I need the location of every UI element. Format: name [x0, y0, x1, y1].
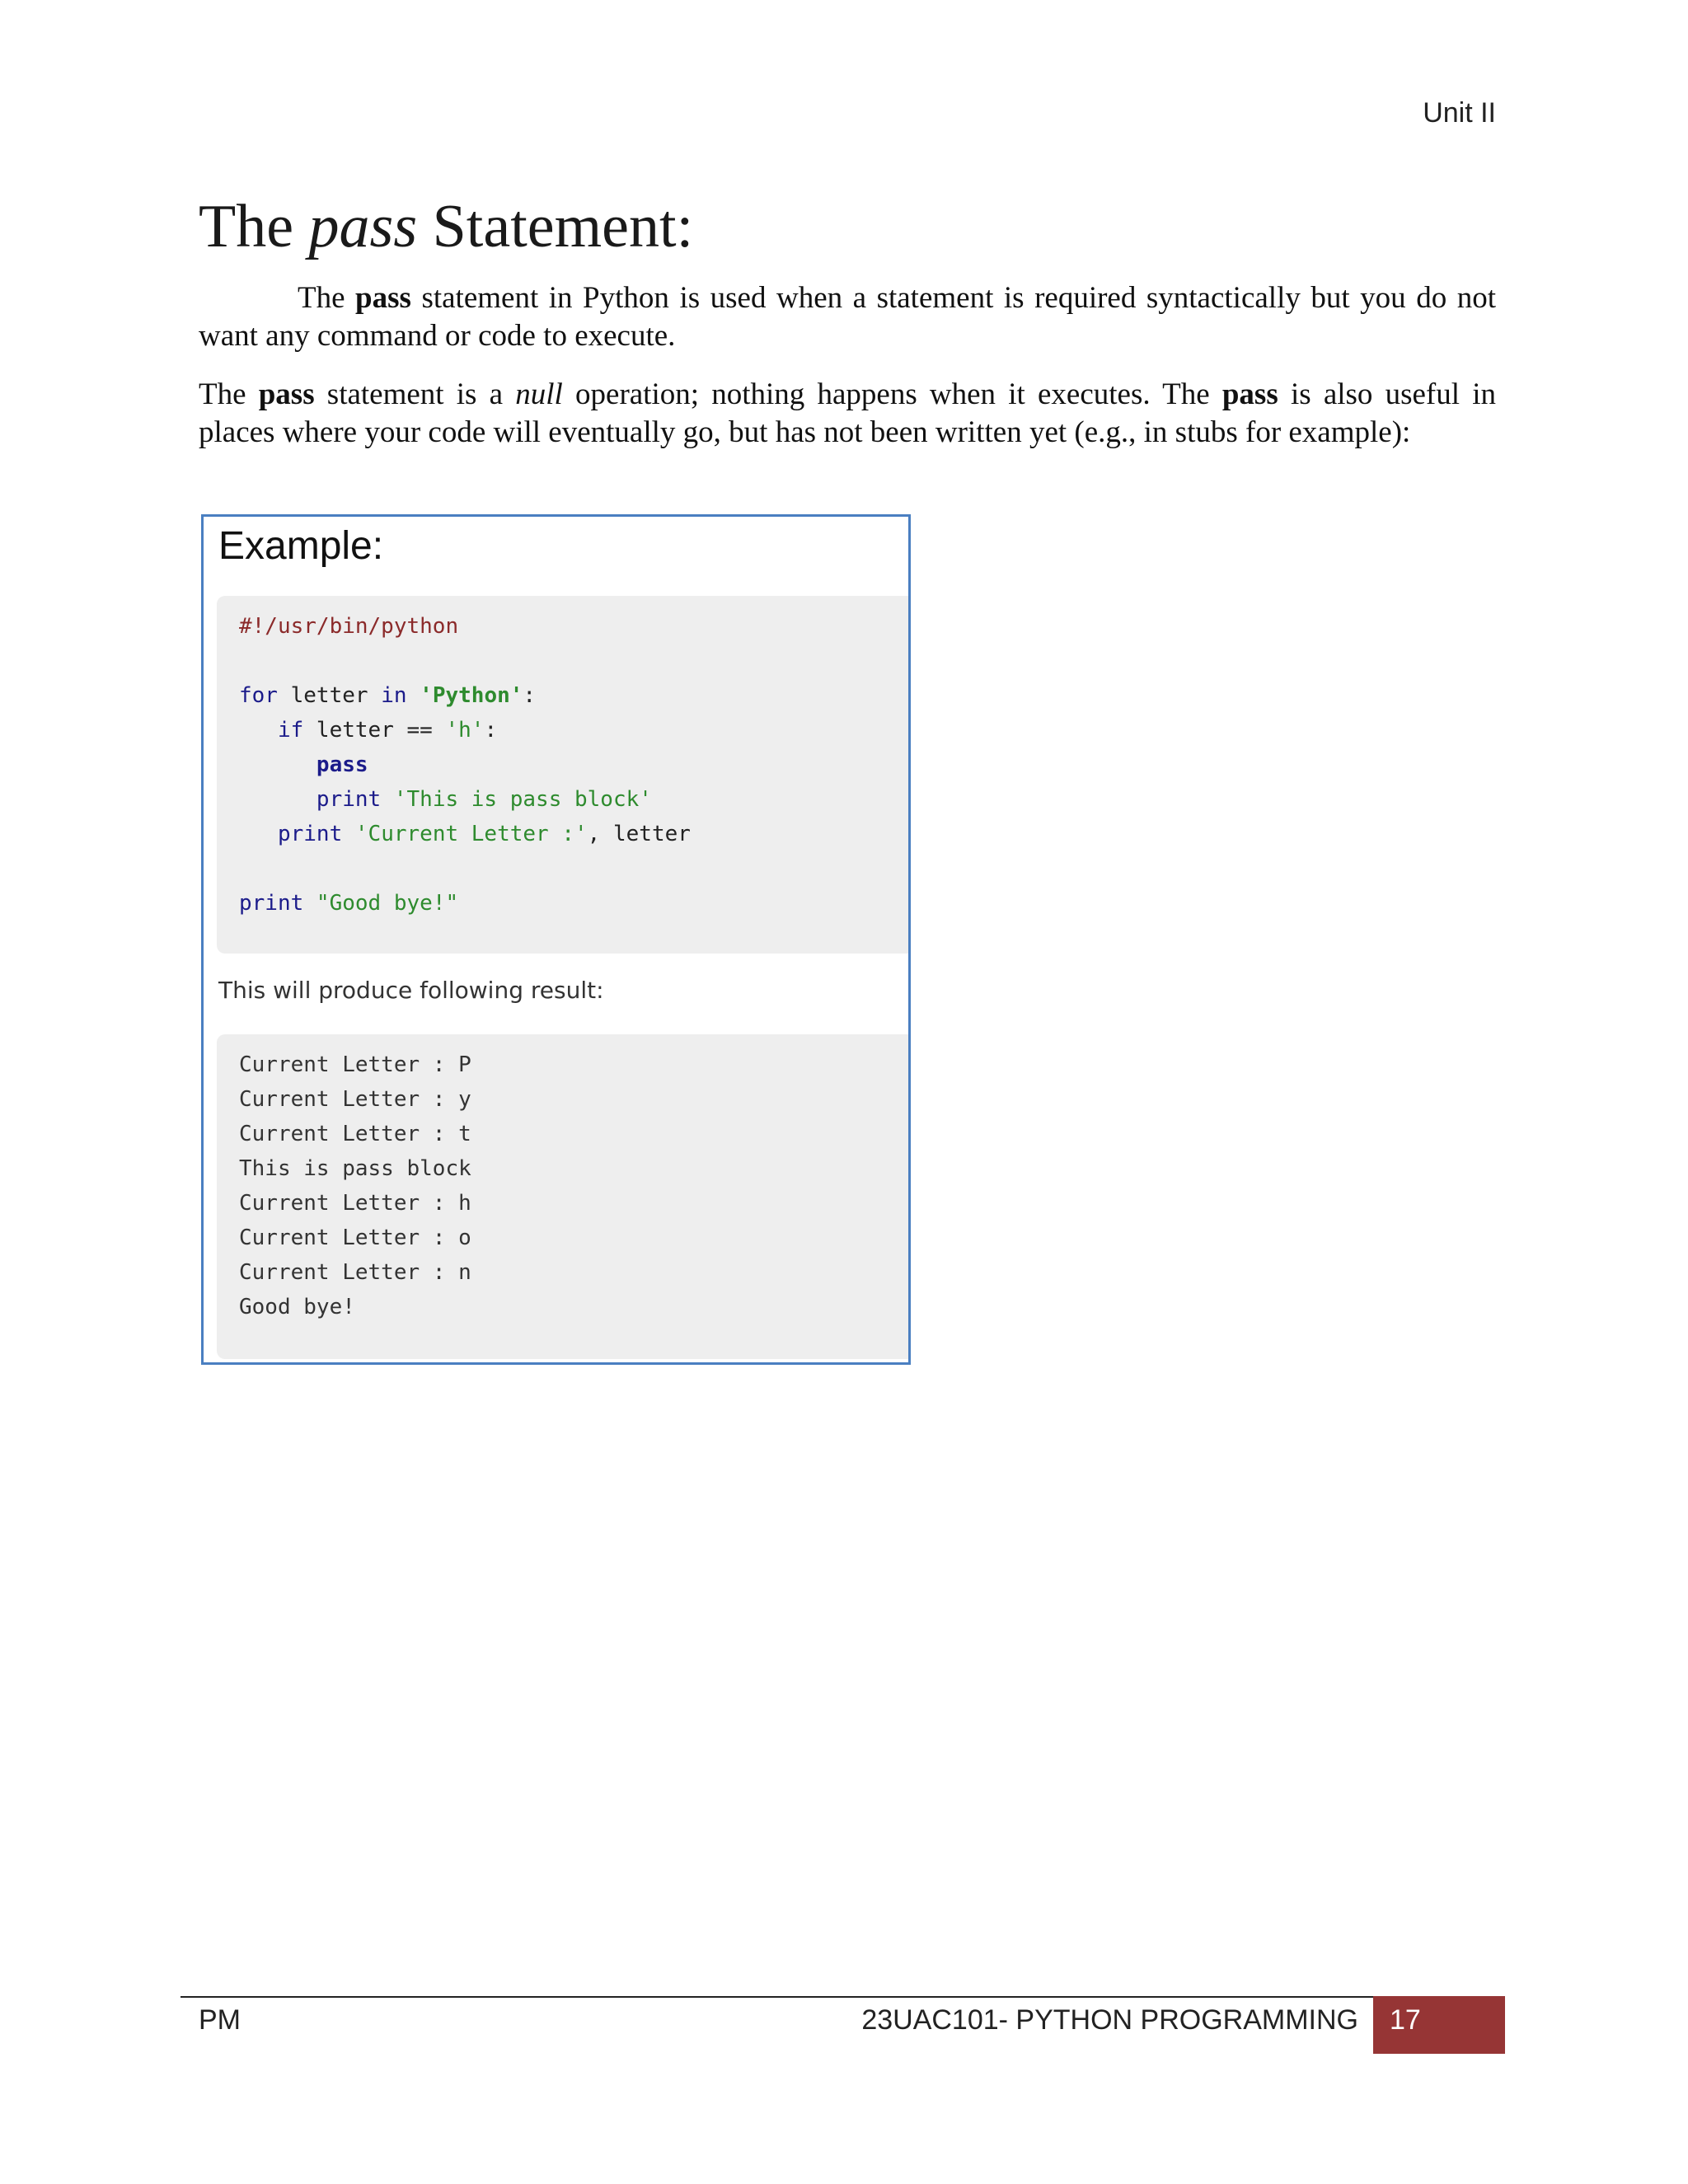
- kw-in: in: [381, 683, 407, 708]
- kw-print: print: [277, 822, 343, 846]
- header-unit-label: Unit II: [1423, 97, 1496, 129]
- kw-print: print: [239, 891, 304, 916]
- code-line-print-current-letter: [239, 817, 691, 851]
- result-label: This will produce following result:: [218, 977, 604, 1004]
- para2-text-1: The: [199, 377, 259, 411]
- str-h: 'h': [445, 718, 485, 743]
- str-python: 'Python': [420, 683, 523, 708]
- kw-pass: pass: [316, 752, 368, 777]
- colon: :: [523, 683, 537, 708]
- page-title: [199, 193, 694, 260]
- para2-text-4: is also useful in places where your code will eventually go, but has not been written yet (e.g., in stubs for example):: [199, 377, 1497, 449]
- source-code-block: [217, 596, 911, 954]
- shebang-comment: #!/usr/bin/python: [239, 614, 459, 639]
- example-heading: Example:: [218, 524, 384, 568]
- code-line-for: [239, 678, 536, 713]
- output-line: Good bye!: [239, 1295, 355, 1319]
- para2-bold-pass-2: pass: [1221, 377, 1278, 411]
- code-line-if: [239, 713, 497, 748]
- intro-paragraph: [199, 279, 1496, 355]
- page-number-badge: [1373, 1996, 1505, 2054]
- output-line: Current Letter : o: [239, 1226, 471, 1250]
- print-args: , letter: [587, 822, 691, 846]
- footer-course-title: 23UAC101- PYTHON PROGRAMMING: [861, 2004, 1358, 2036]
- title-italic: pass: [308, 193, 418, 260]
- footer-author-initials: PM: [199, 2004, 241, 2036]
- output-block: [217, 1034, 911, 1359]
- code-line-pass: [239, 748, 368, 782]
- indent: [239, 718, 278, 743]
- indent: [239, 752, 316, 777]
- code-line-print-pass-block: [239, 782, 652, 817]
- colon: :: [484, 718, 498, 743]
- title-post: Statement:: [417, 193, 694, 260]
- indent: [239, 787, 316, 812]
- output-line: Current Letter : P: [239, 1052, 471, 1077]
- str-current-letter: 'Current Letter :': [342, 822, 588, 846]
- title-pre: The: [199, 193, 309, 260]
- page-number: 17: [1390, 2004, 1421, 2036]
- para1-text-1: The: [298, 281, 356, 315]
- para2-italic-null: null: [515, 377, 563, 411]
- str-good-bye: "Good bye!": [303, 891, 459, 916]
- example-figure: [201, 514, 911, 1365]
- output-line: Current Letter : h: [239, 1191, 471, 1216]
- para2-text-3: operation; nothing happens when it executes. The: [562, 377, 1222, 411]
- str-pass-block: 'This is pass block': [381, 787, 652, 812]
- kw-print: print: [316, 787, 382, 812]
- code-line-shebang: [239, 609, 458, 644]
- output-line: Current Letter : n: [239, 1260, 471, 1285]
- null-operation-paragraph: [199, 376, 1496, 452]
- para2-text-2: statement is a: [314, 377, 516, 411]
- output-line: Current Letter : t: [239, 1122, 471, 1146]
- footer-divider: [181, 1996, 1504, 1998]
- code-line-print-good-bye: [239, 886, 458, 921]
- output-line: Current Letter : y: [239, 1087, 471, 1112]
- var-letter: letter: [277, 683, 382, 708]
- para1-bold-pass: pass: [355, 281, 411, 315]
- indent: [239, 822, 278, 846]
- para2-bold-pass-1: pass: [258, 377, 315, 411]
- para1-text-2: statement in Python is used when a statement is required syntactically but you do not want any command or code to execute.: [199, 281, 1496, 353]
- kw-if: if: [277, 718, 304, 743]
- if-condition: letter ==: [303, 718, 446, 743]
- output-line: This is pass block: [239, 1156, 471, 1181]
- kw-for: for: [239, 683, 278, 708]
